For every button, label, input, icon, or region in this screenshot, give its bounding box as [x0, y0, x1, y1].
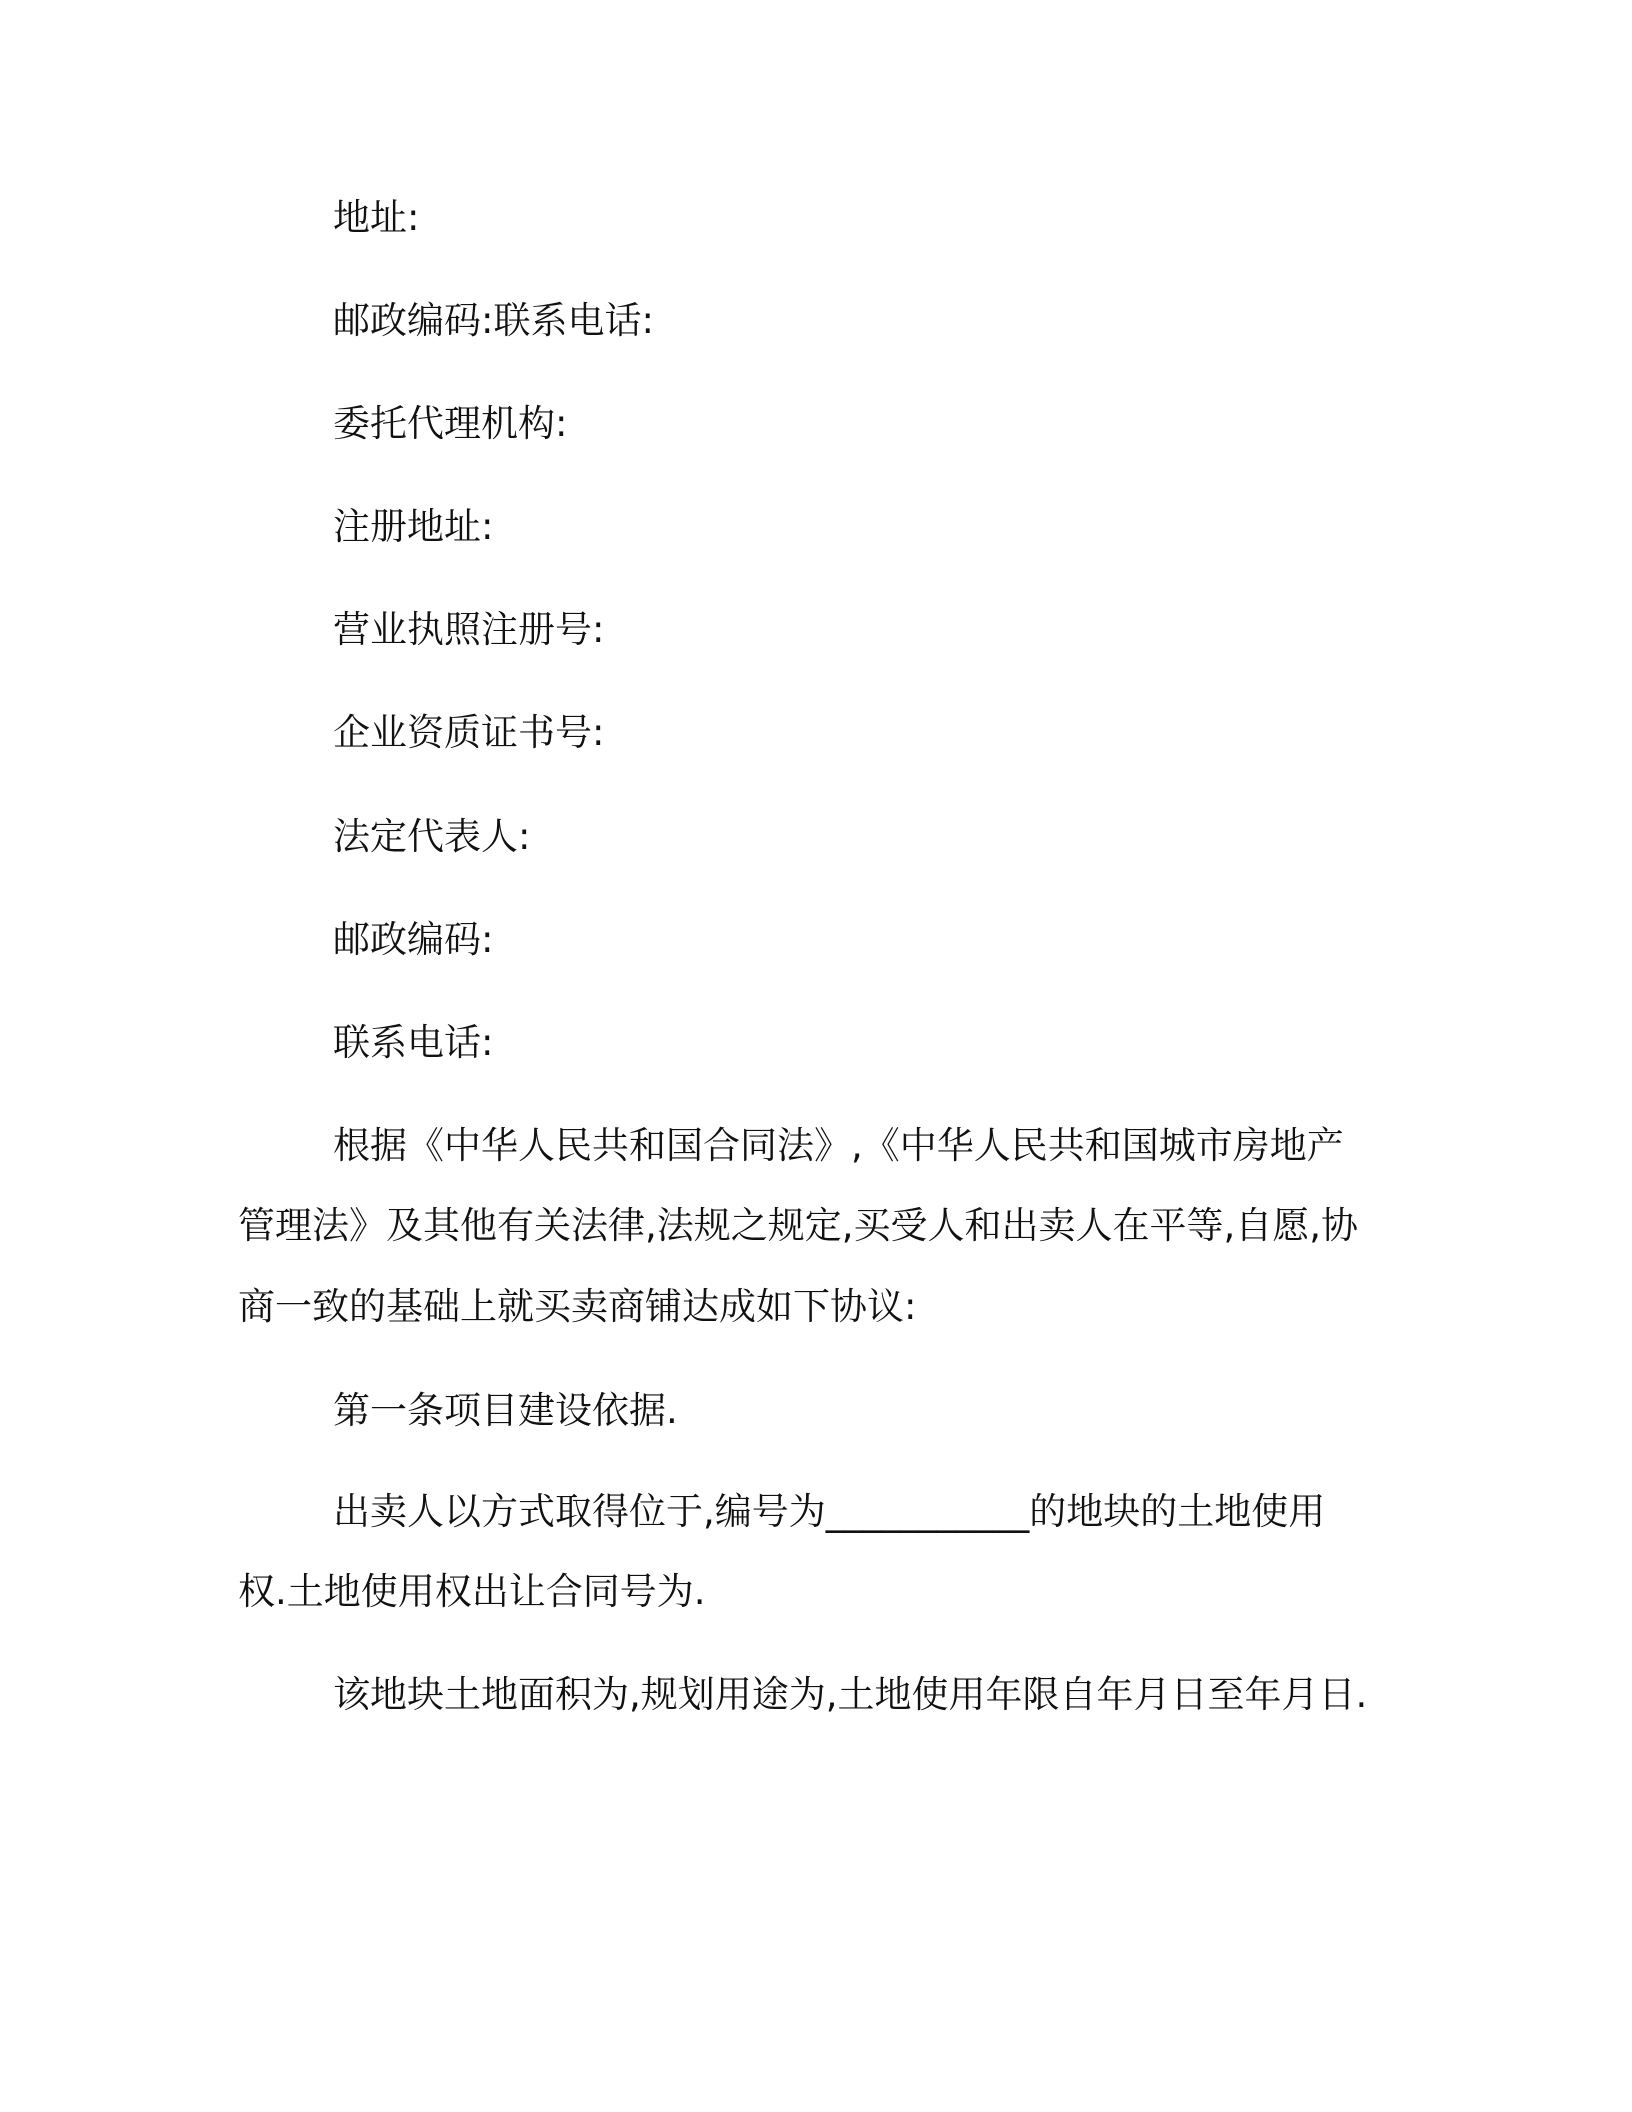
field-registered-address: 注册地址: — [333, 505, 494, 548]
field-postal-phone: 邮政编码:联系电话: — [333, 299, 654, 342]
field-postal-code: 邮政编码: — [333, 918, 494, 961]
article-1-para-1-line-2: 权.土地使用权出让合同号为. — [238, 1570, 706, 1613]
field-address: 地址: — [333, 196, 420, 239]
preamble-line-1: 根据《中华人民共和国合同法》,《中华人民共和国城市房地产 — [333, 1124, 1344, 1167]
preamble-line-3: 商一致的基础上就买卖商铺达成如下协议: — [238, 1285, 917, 1328]
article-1-para-1-line-1: 出卖人以方式取得位于,编号为___________的地块的土地使用 — [333, 1490, 1326, 1533]
preamble-line-2: 管理法》及其他有关法律,法规之规定,买受人和出卖人在平等,自愿,协 — [238, 1204, 1359, 1247]
field-agency: 委托代理机构: — [333, 402, 568, 445]
field-business-license: 营业执照注册号: — [333, 608, 605, 651]
article-1-heading: 第一条项目建设依据. — [333, 1389, 678, 1432]
field-legal-rep: 法定代表人: — [333, 815, 531, 858]
article-1-para-2: 该地块土地面积为,规划用途为,土地使用年限自年月日至年月日. — [333, 1673, 1368, 1716]
field-qualification-cert: 企业资质证书号: — [333, 711, 605, 754]
field-phone: 联系电话: — [333, 1021, 494, 1064]
